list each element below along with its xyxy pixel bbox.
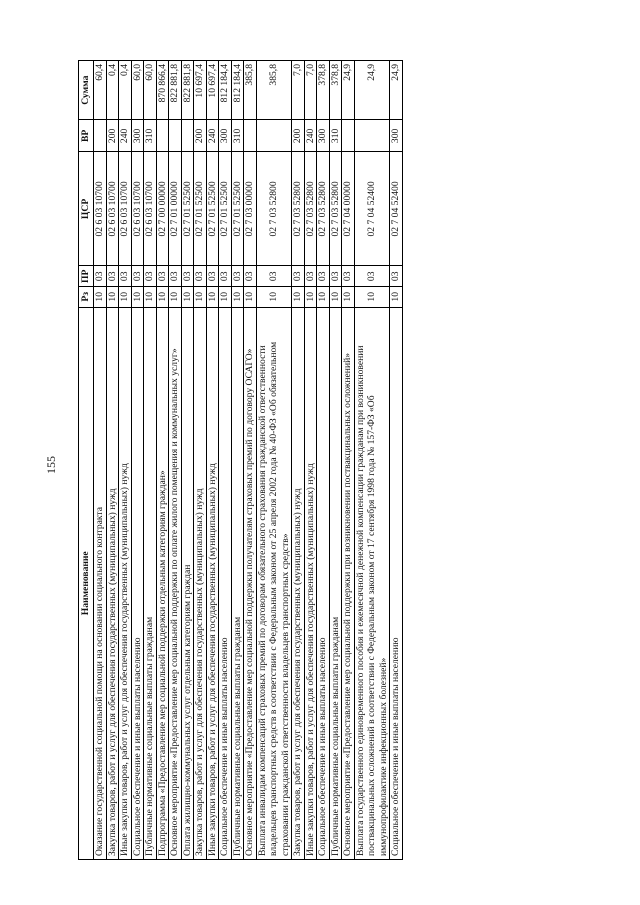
- table-row: [131, 61, 144, 860]
- cell-pr: 03: [354, 266, 390, 287]
- cell-vr: 200: [194, 120, 207, 152]
- cell-name: Выплата государственного единовременного пособия и ежемесячной денежной компенсации гражданам при возникновении поствакцинальных осложнений в соответствии с Федеральным законом от 17 сентября 1998 года № 157-ФЗ «Об иммунопрофилактике инфекционных болезней»: [354, 307, 390, 859]
- cell-sum: 822 881,8: [169, 61, 182, 120]
- cell-rz: 10: [342, 287, 355, 308]
- cell-rz: 10: [206, 287, 219, 308]
- cell-rz: 10: [256, 287, 292, 308]
- cell-vr: 300: [131, 120, 144, 152]
- cell-name: Социальное обеспечение и иные выплаты населению: [317, 307, 330, 859]
- cell-pr: 03: [144, 266, 157, 287]
- cell-pr: 03: [329, 266, 342, 287]
- cell-vr: 300: [317, 120, 330, 152]
- table-row: [156, 61, 169, 860]
- cell-sum: 812 184,4: [219, 61, 232, 120]
- cell-rz: 10: [317, 287, 330, 308]
- cell-csr: 02 6 03 10700: [119, 152, 132, 266]
- table-header-row: [79, 61, 94, 860]
- cell-name: Публичные нормативные социальные выплаты гражданам: [329, 307, 342, 859]
- cell-sum: 60,0: [144, 61, 157, 120]
- cell-rz: 10: [106, 287, 119, 308]
- cell-vr: [256, 120, 292, 152]
- cell-pr: 03: [194, 266, 207, 287]
- cell-csr: 02 7 01 00000: [169, 152, 182, 266]
- header-pr: ПР: [79, 266, 94, 287]
- header-csr: ЦСР: [79, 152, 94, 266]
- cell-name: Закупка товаров, работ и услуг для обеспечения государственных (муниципальных) нужд: [292, 307, 305, 859]
- cell-csr: 02 6 03 10700: [131, 152, 144, 266]
- header-sum: Сумма: [79, 61, 94, 120]
- cell-rz: 10: [156, 287, 169, 308]
- cell-rz: 10: [94, 287, 107, 308]
- cell-vr: [354, 120, 390, 152]
- cell-csr: 02 7 03 52800: [329, 152, 342, 266]
- cell-name: Основное мероприятие «Предоставление мер социальной поддержки по оплате жилого помещения и коммунальных услуг»: [169, 307, 182, 859]
- budget-table: [78, 60, 403, 860]
- header-vr: ВР: [79, 120, 94, 152]
- cell-name: Публичные нормативные социальные выплаты гражданам: [231, 307, 244, 859]
- cell-name: Закупка товаров, работ и услуг для обеспечения государственных (муниципальных) нужд: [194, 307, 207, 859]
- cell-sum: 822 881,8: [181, 61, 194, 120]
- cell-rz: 10: [304, 287, 317, 308]
- table-row: [329, 61, 342, 860]
- cell-vr: 300: [219, 120, 232, 152]
- cell-name: Публичные нормативные социальные выплаты гражданам: [144, 307, 157, 859]
- cell-vr: 310: [329, 120, 342, 152]
- cell-pr: 03: [231, 266, 244, 287]
- cell-csr: 02 7 04 52400: [390, 152, 403, 266]
- cell-name: Основное мероприятие «Предоставление мер социальной поддержки получателям страховых премий по договору ОСАГО»: [244, 307, 257, 859]
- table-row: [317, 61, 330, 860]
- header-rz: Рз: [79, 287, 94, 308]
- table-row: [231, 61, 244, 860]
- table-row: [292, 61, 305, 860]
- cell-pr: 03: [131, 266, 144, 287]
- cell-vr: [156, 120, 169, 152]
- cell-csr: 02 7 01 52500: [231, 152, 244, 266]
- cell-csr: 02 7 04 52400: [354, 152, 390, 266]
- cell-pr: 03: [244, 266, 257, 287]
- cell-csr: 02 6 03 10700: [106, 152, 119, 266]
- cell-csr: 02 6 03 10700: [144, 152, 157, 266]
- cell-csr: 02 7 00 00000: [156, 152, 169, 266]
- cell-vr: 200: [292, 120, 305, 152]
- table-row: [244, 61, 257, 860]
- cell-rz: 10: [329, 287, 342, 308]
- cell-csr: 02 7 03 52800: [256, 152, 292, 266]
- cell-vr: 200: [106, 120, 119, 152]
- cell-sum: 0,4: [106, 61, 119, 120]
- header-name: Наименование: [79, 307, 94, 859]
- table-row: [354, 61, 390, 860]
- cell-name: Социальное обеспечение и иные выплаты населению: [219, 307, 232, 859]
- cell-name: Иные закупки товаров, работ и услуг для обеспечения государственных (муниципальных) нужд: [304, 307, 317, 859]
- cell-csr: 02 7 01 52500: [181, 152, 194, 266]
- cell-csr: 02 6 03 10700: [94, 152, 107, 266]
- cell-sum: 378,8: [329, 61, 342, 120]
- cell-vr: [342, 120, 355, 152]
- table-row: [119, 61, 132, 860]
- cell-name: Выплата инвалидам компенсаций страховых премий по договорам обязательного страхования гражданской ответственности владельцев транспортных средств в соответствии с Федеральным законом от 25 апреля 2002 года № 40-ФЗ «Об обязательном страховании гражданской ответственности владельцев транспортных средств»: [256, 307, 292, 859]
- cell-rz: 10: [181, 287, 194, 308]
- cell-csr: 02 7 01 52500: [194, 152, 207, 266]
- cell-vr: 240: [119, 120, 132, 152]
- cell-pr: 03: [304, 266, 317, 287]
- cell-vr: [181, 120, 194, 152]
- page-number: 155: [44, 456, 58, 474]
- cell-pr: 03: [390, 266, 403, 287]
- cell-name: Иные закупки товаров, работ и услуг для обеспечения государственных (муниципальных) нужд: [206, 307, 219, 859]
- cell-name: Оказание государственной социальной помощи на основании социального контракта: [94, 307, 107, 859]
- cell-sum: 7,0: [292, 61, 305, 120]
- cell-sum: 24,9: [390, 61, 403, 120]
- table-row: [144, 61, 157, 860]
- table-row: [169, 61, 182, 860]
- cell-sum: 60,0: [131, 61, 144, 120]
- cell-sum: 24,9: [342, 61, 355, 120]
- cell-csr: 02 7 03 52800: [317, 152, 330, 266]
- table-row: [304, 61, 317, 860]
- cell-pr: 03: [342, 266, 355, 287]
- cell-vr: [244, 120, 257, 152]
- cell-csr: 02 7 03 52800: [304, 152, 317, 266]
- cell-rz: 10: [194, 287, 207, 308]
- cell-vr: 300: [390, 120, 403, 152]
- cell-rz: 10: [119, 287, 132, 308]
- cell-pr: 03: [292, 266, 305, 287]
- cell-name: Закупка товаров, работ и услуг для обеспечения государственных (муниципальных) нужд: [106, 307, 119, 859]
- table-row: [219, 61, 232, 860]
- table-row: [94, 61, 107, 860]
- cell-sum: 385,8: [244, 61, 257, 120]
- cell-rz: 10: [244, 287, 257, 308]
- cell-vr: 240: [206, 120, 219, 152]
- cell-csr: 02 7 03 52800: [292, 152, 305, 266]
- cell-sum: 385,8: [256, 61, 292, 120]
- cell-rz: 10: [131, 287, 144, 308]
- cell-vr: 310: [231, 120, 244, 152]
- cell-name: Социальное обеспечение и иные выплаты населению: [390, 307, 403, 859]
- cell-rz: 10: [354, 287, 390, 308]
- cell-rz: 10: [390, 287, 403, 308]
- cell-pr: 03: [317, 266, 330, 287]
- cell-pr: 03: [169, 266, 182, 287]
- cell-csr: 02 7 01 52500: [206, 152, 219, 266]
- cell-rz: 10: [292, 287, 305, 308]
- cell-rz: 10: [169, 287, 182, 308]
- cell-vr: 240: [304, 120, 317, 152]
- rotated-table-container: [78, 60, 583, 860]
- cell-sum: 378,8: [317, 61, 330, 120]
- cell-pr: 03: [206, 266, 219, 287]
- table-row: [256, 61, 292, 860]
- cell-pr: 03: [256, 266, 292, 287]
- cell-pr: 03: [219, 266, 232, 287]
- cell-rz: 10: [231, 287, 244, 308]
- table-row: [342, 61, 355, 860]
- cell-vr: [169, 120, 182, 152]
- cell-name: Подпрограмма «Предоставление мер социальной поддержки отдельным категориям граждан»: [156, 307, 169, 859]
- table-row: [106, 61, 119, 860]
- cell-pr: 03: [119, 266, 132, 287]
- cell-csr: 02 7 01 52500: [219, 152, 232, 266]
- cell-sum: 870 866,4: [156, 61, 169, 120]
- cell-rz: 10: [144, 287, 157, 308]
- cell-vr: 310: [144, 120, 157, 152]
- cell-name: Оплата жилищно-коммунальных услуг отдельным категориям граждан: [181, 307, 194, 859]
- cell-pr: 03: [106, 266, 119, 287]
- cell-sum: 10 697,4: [194, 61, 207, 120]
- cell-name: Иные закупки товаров, работ и услуг для обеспечения государственных (муниципальных) нужд: [119, 307, 132, 859]
- table-row: [390, 61, 403, 860]
- table-row: [194, 61, 207, 860]
- cell-vr: [94, 120, 107, 152]
- cell-rz: 10: [219, 287, 232, 308]
- table-row: [206, 61, 219, 860]
- cell-csr: 02 7 03 00000: [244, 152, 257, 266]
- cell-sum: 60,4: [94, 61, 107, 120]
- table-row: [181, 61, 194, 860]
- cell-name: Основное мероприятие «Предоставление мер социальной поддержки при возникновении поствакцинальных осложнений»: [342, 307, 355, 859]
- cell-name: Социальное обеспечение и иные выплаты населению: [131, 307, 144, 859]
- cell-sum: 24,9: [354, 61, 390, 120]
- table-body: [94, 61, 403, 860]
- cell-sum: 812 184,4: [231, 61, 244, 120]
- cell-pr: 03: [156, 266, 169, 287]
- cell-sum: 10 697,4: [206, 61, 219, 120]
- cell-pr: 03: [94, 266, 107, 287]
- cell-sum: 0,4: [119, 61, 132, 120]
- cell-csr: 02 7 04 00000: [342, 152, 355, 266]
- cell-pr: 03: [181, 266, 194, 287]
- cell-sum: 7,0: [304, 61, 317, 120]
